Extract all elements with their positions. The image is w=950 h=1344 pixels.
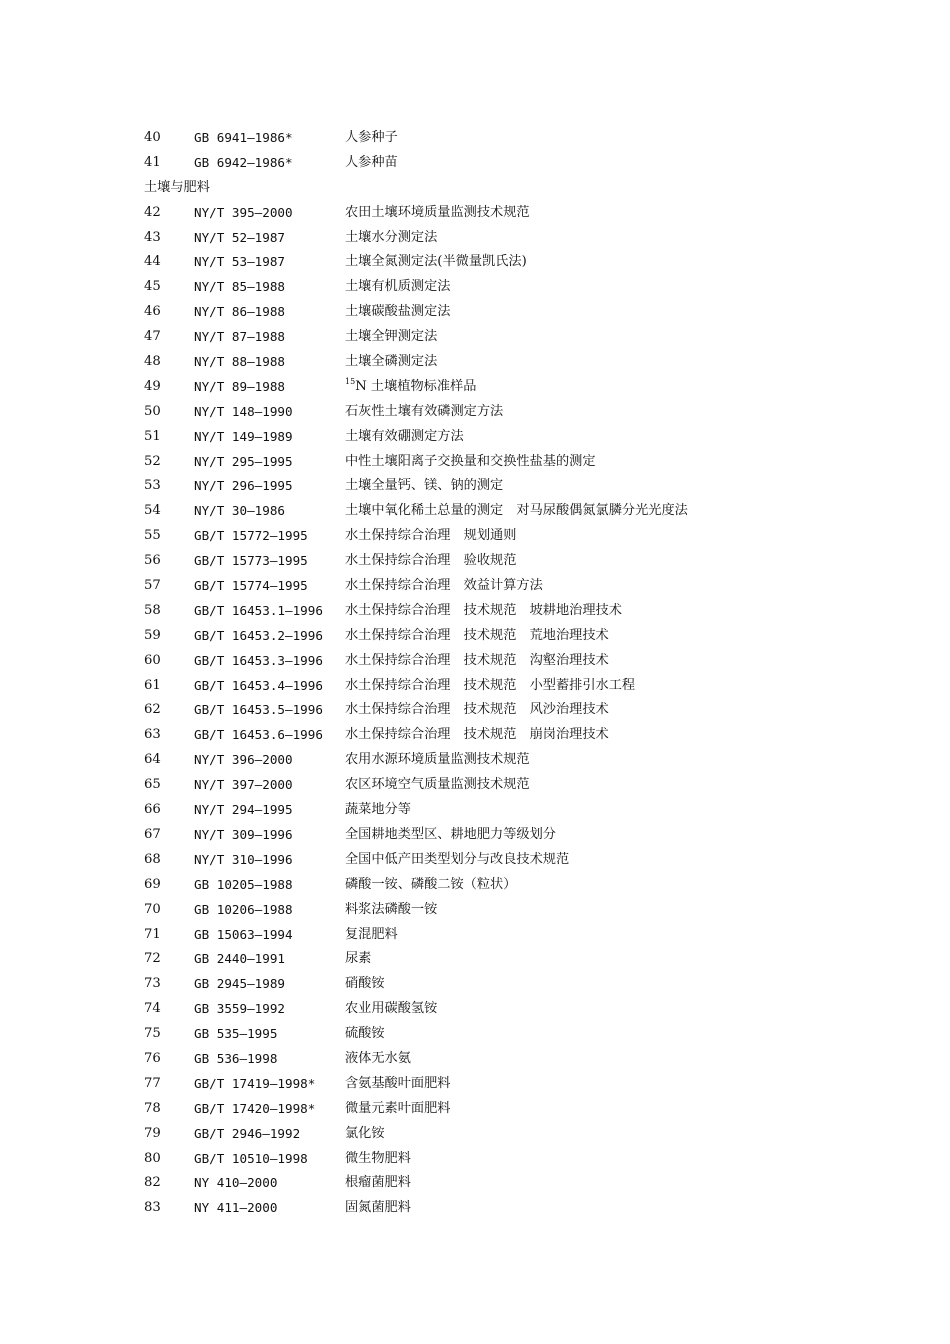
item-number: 66 [144, 802, 161, 818]
item-number: 47 [144, 329, 161, 345]
item-number: 80 [144, 1150, 161, 1166]
item-number: 49 [144, 378, 161, 394]
standard-title: 微生物肥料 [345, 1150, 411, 1166]
standard-title: 水土保持综合治理 技术规范 荒地治理技术 [345, 627, 609, 643]
standard-code: NY/T 87—1988 [194, 329, 285, 345]
item-number: 45 [144, 279, 161, 295]
standard-row [144, 425, 864, 450]
item-number: 46 [144, 304, 161, 320]
standard-title: 水土保持综合治理 验收规范 [345, 553, 517, 569]
standard-code: NY/T 53—1987 [194, 254, 285, 270]
standard-code: GB 15063—1994 [194, 926, 293, 942]
standard-row [144, 574, 864, 599]
standard-title: 液体无水氨 [345, 1050, 411, 1066]
item-number: 77 [144, 1075, 161, 1091]
standard-code: NY/T 310—1996 [194, 851, 293, 867]
standard-code: NY/T 295—1995 [194, 453, 293, 469]
item-number: 44 [144, 254, 161, 270]
standard-row [144, 972, 864, 997]
standard-code: GB 10206—1988 [194, 901, 293, 917]
standard-title: 农用水源环境质量监测技术规范 [345, 752, 530, 768]
item-number: 73 [144, 976, 161, 992]
standard-title: 全国耕地类型区、耕地肥力等级划分 [345, 826, 556, 842]
standard-row [144, 400, 864, 425]
item-number: 72 [144, 951, 161, 967]
item-number: 76 [144, 1050, 161, 1066]
standard-code: GB 2440—1991 [194, 951, 285, 967]
standard-row [144, 748, 864, 773]
standard-title: 料浆法磷酸一铵 [345, 901, 438, 917]
item-number: 70 [144, 901, 161, 917]
standard-code: NY/T 149—1989 [194, 428, 293, 444]
standard-row [144, 275, 864, 300]
standard-row [144, 898, 864, 923]
standard-code: NY/T 89—1988 [194, 378, 285, 394]
item-number: 58 [144, 602, 161, 618]
item-number: 60 [144, 652, 161, 668]
standard-row [144, 1072, 864, 1097]
item-number: 48 [144, 354, 161, 370]
standard-code: GB/T 17419—1998* [194, 1075, 316, 1091]
standard-title: 微量元素叶面肥料 [345, 1100, 451, 1116]
item-number: 78 [144, 1100, 161, 1116]
standard-title: 含氨基酸叶面肥料 [345, 1075, 451, 1091]
standard-row [144, 300, 864, 325]
standard-code: GB/T 17420—1998* [194, 1100, 316, 1116]
standard-code: NY/T 30—1986 [194, 503, 285, 519]
standard-row [144, 624, 864, 649]
standard-row [144, 1147, 864, 1172]
item-number: 53 [144, 478, 161, 494]
standard-title: 土壤全磷测定法 [345, 354, 438, 370]
item-number: 62 [144, 702, 161, 718]
standard-row [144, 201, 864, 226]
standard-row [144, 474, 864, 499]
item-number: 59 [144, 627, 161, 643]
standard-row [144, 698, 864, 723]
standard-row [144, 375, 864, 400]
standard-row [144, 549, 864, 574]
standard-code: NY/T 309—1996 [194, 826, 293, 842]
standard-title: 尿素 [345, 951, 372, 967]
standard-row [144, 674, 864, 699]
standard-row [144, 848, 864, 873]
title-text: N 土壤植物标准样品 [355, 378, 477, 394]
standard-code: GB 535—1995 [194, 1026, 278, 1042]
item-number: 67 [144, 826, 161, 842]
item-number: 74 [144, 1001, 161, 1017]
standard-code: NY/T 148—1990 [194, 403, 293, 419]
item-number: 71 [144, 926, 161, 942]
item-number: 56 [144, 553, 161, 569]
standard-title: 水土保持综合治理 规划通则 [345, 528, 517, 544]
standard-row [144, 723, 864, 748]
standard-code: GB 6942—1986* [194, 154, 293, 170]
item-number: 79 [144, 1125, 161, 1141]
standard-title: 硝酸铵 [345, 976, 385, 992]
standard-code: NY/T 397—2000 [194, 777, 293, 793]
standard-title [345, 375, 476, 400]
standard-code: NY 410—2000 [194, 1175, 278, 1191]
standard-row [144, 250, 864, 275]
item-number: 41 [144, 154, 161, 170]
standard-code: NY/T 86—1988 [194, 304, 285, 320]
standard-code: GB/T 15772—1995 [194, 528, 308, 544]
item-number: 75 [144, 1026, 161, 1042]
item-number: 50 [144, 403, 161, 419]
standard-title: 硫酸铵 [345, 1026, 385, 1042]
standard-title: 农田土壤环境质量监测技术规范 [345, 204, 530, 220]
standard-code: GB/T 16453.1—1996 [194, 602, 323, 618]
standard-code: NY/T 88—1988 [194, 354, 285, 370]
standard-title: 人参种子 [345, 130, 398, 145]
standard-title: 石灰性土壤有效磷测定方法 [345, 403, 504, 419]
standard-row [144, 1022, 864, 1047]
standard-title: 土壤全氮测定法(半微量凯氏法) [345, 254, 527, 270]
standard-title: 土壤全钾测定法 [345, 329, 438, 345]
standard-row [144, 773, 864, 798]
standard-code: GB/T 16453.3—1996 [194, 652, 323, 668]
item-number: 65 [144, 777, 161, 793]
standard-row [144, 1097, 864, 1122]
standard-row [144, 923, 864, 948]
standard-title: 土壤水分测定法 [345, 229, 438, 245]
standard-title: 蔬菜地分等 [345, 802, 411, 818]
standard-code: NY/T 85—1988 [194, 279, 285, 295]
item-number: 83 [144, 1200, 161, 1216]
item-number: 43 [144, 229, 161, 245]
item-number: 82 [144, 1175, 161, 1191]
standard-code: GB/T 10510—1998 [194, 1150, 308, 1166]
standard-row [144, 325, 864, 350]
standard-row [144, 947, 864, 972]
standard-row [144, 1047, 864, 1072]
standard-title: 中性土壤阳离子交换量和交换性盐基的测定 [345, 453, 596, 469]
item-number: 61 [144, 677, 161, 693]
standard-code: GB/T 15773—1995 [194, 553, 308, 569]
standard-title: 固氮菌肥料 [345, 1200, 411, 1216]
standard-row [144, 350, 864, 375]
standard-code: NY/T 296—1995 [194, 478, 293, 494]
item-number: 69 [144, 876, 161, 892]
item-number: 52 [144, 453, 161, 469]
standard-title: 农区环境空气质量监测技术规范 [345, 777, 530, 793]
standard-row [144, 1171, 864, 1196]
standard-code: NY/T 395—2000 [194, 204, 293, 220]
item-number: 54 [144, 503, 161, 519]
standard-code: GB/T 16453.4—1996 [194, 677, 323, 693]
standards-list [144, 126, 864, 1221]
standard-title: 土壤有效硼测定方法 [345, 428, 464, 444]
standard-title: 人参种苗 [345, 154, 398, 170]
standard-code: GB 3559—1992 [194, 1001, 285, 1017]
item-number: 42 [144, 204, 161, 220]
section-heading: 土壤与肥料 [144, 179, 210, 195]
standard-code: NY/T 396—2000 [194, 752, 293, 768]
standard-row [144, 873, 864, 898]
item-number: 57 [144, 578, 161, 594]
standard-code: GB 2945—1989 [194, 976, 285, 992]
standard-code: GB/T 2946—1992 [194, 1125, 301, 1141]
item-number: 64 [144, 752, 161, 768]
standard-title: 土壤碳酸盐测定法 [345, 304, 451, 320]
standard-row [144, 599, 864, 624]
standard-code: GB/T 16453.5—1996 [194, 702, 323, 718]
standard-row [144, 126, 864, 151]
standard-row [144, 499, 864, 524]
standard-title: 水土保持综合治理 效益计算方法 [345, 578, 543, 594]
standard-row [144, 1122, 864, 1147]
standard-row [144, 649, 864, 674]
standard-title: 水土保持综合治理 技术规范 崩岗治理技术 [345, 727, 609, 743]
standard-title: 水土保持综合治理 技术规范 小型蓄排引水工程 [345, 677, 636, 693]
standard-title: 根瘤菌肥料 [345, 1175, 411, 1191]
item-number: 63 [144, 727, 161, 743]
standard-title: 全国中低产田类型划分与改良技术规范 [345, 851, 570, 867]
standard-row [144, 1196, 864, 1221]
standard-code: GB/T 15774—1995 [194, 578, 308, 594]
standard-title: 水土保持综合治理 技术规范 坡耕地治理技术 [345, 602, 622, 618]
standard-title: 复混肥料 [345, 926, 398, 942]
standard-code: GB 10205—1988 [194, 876, 293, 892]
standard-code: NY/T 294—1995 [194, 802, 293, 818]
standard-title: 磷酸一铵、磷酸二铵（粒状） [345, 876, 517, 892]
standard-title: 土壤有机质测定法 [345, 279, 451, 295]
standard-title: 氯化铵 [345, 1125, 385, 1141]
standard-code: GB/T 16453.2—1996 [194, 627, 323, 643]
standard-row [144, 450, 864, 475]
standard-row [144, 524, 864, 549]
item-number: 55 [144, 528, 161, 544]
standard-row [144, 151, 864, 176]
title-superscript: 15 [345, 376, 356, 386]
standard-code: GB 536—1998 [194, 1050, 278, 1066]
standard-title: 农业用碳酸氢铵 [345, 1001, 438, 1017]
standard-title: 土壤全量钙、镁、钠的测定 [345, 478, 504, 494]
standard-code: GB/T 16453.6—1996 [194, 727, 323, 743]
standard-title: 土壤中氧化稀土总量的测定 对马尿酸偶氮氯膦分光光度法 [345, 503, 688, 519]
standard-row [144, 798, 864, 823]
item-number: 68 [144, 851, 161, 867]
standard-row [144, 997, 864, 1022]
item-number: 51 [144, 428, 161, 444]
standard-code: GB 6941—1986* [194, 130, 293, 145]
standard-row [144, 226, 864, 251]
standard-code: NY 411—2000 [194, 1200, 278, 1216]
item-number: 40 [144, 130, 161, 145]
standard-code: NY/T 52—1987 [194, 229, 285, 245]
standard-title: 水土保持综合治理 技术规范 风沙治理技术 [345, 702, 609, 718]
standard-title: 水土保持综合治理 技术规范 沟壑治理技术 [345, 652, 609, 668]
standard-row [144, 823, 864, 848]
